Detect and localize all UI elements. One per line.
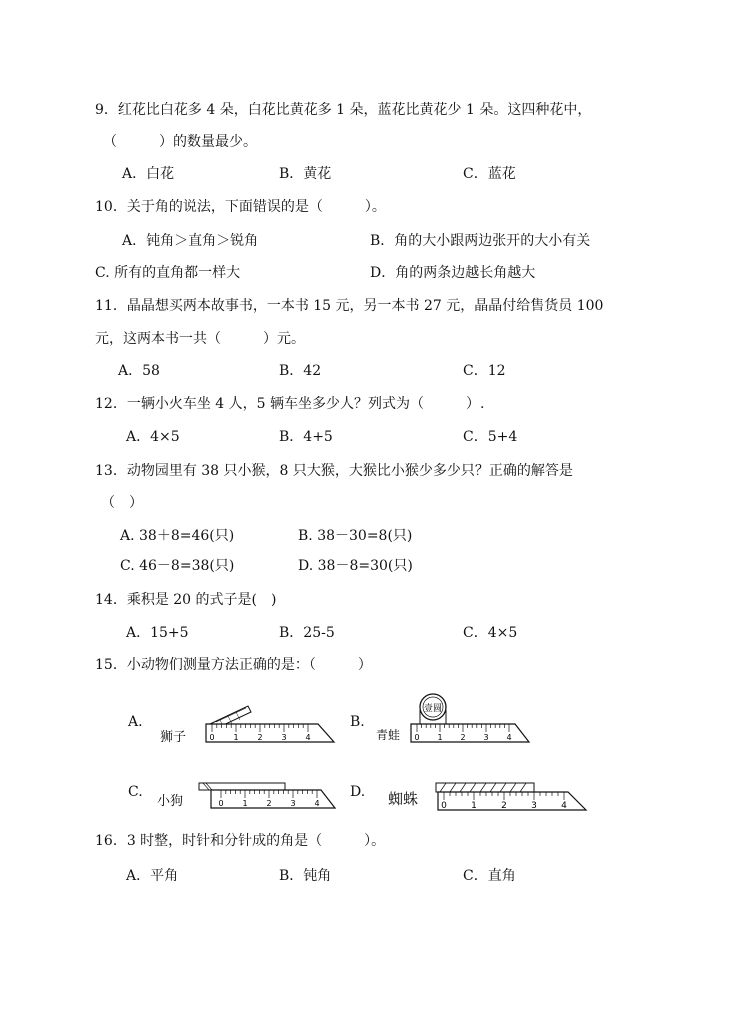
q11-option-b: B．42 — [279, 363, 322, 379]
ruler-c-tick-3: 3 — [290, 799, 296, 808]
q11-line-1: 11．晶晶想买两本故事书，一本书 15 元，另一本书 27 元，晶晶付给售货员 100 — [95, 298, 604, 314]
coin-text: 壹圆 — [423, 704, 443, 714]
ruler-b-tick-1: 1 — [437, 733, 443, 742]
q16-option-b: B．钝角 — [279, 868, 332, 884]
q12-line-1: 12．一辆小火车坐 4 人，5 辆车坐多少人？列式为（ ）. — [95, 396, 485, 412]
q11-option-c: C．12 — [463, 363, 506, 379]
ruler-d-tick-0: 0 — [441, 801, 447, 811]
q13-option-c: C. 46－8=38(只) — [120, 558, 235, 574]
q15-ruler-figure-b — [405, 690, 540, 746]
q15-choice-b-animal: 青蛙 — [376, 728, 401, 742]
q15-line-1: 15．小动物们测量方法正确的是：（ ） — [95, 657, 372, 673]
ruler-a-tick-4: 4 — [305, 733, 311, 742]
ruler-d-tick-2: 2 — [501, 801, 507, 811]
q9-line-2: （ ）的数量最少。 — [103, 134, 257, 150]
q9-option-c: C．蓝花 — [463, 166, 516, 182]
q15-ruler-figure-d — [430, 778, 592, 812]
q10-option-b: B．角的大小跟两边张开的大小有关 — [370, 233, 591, 249]
q13-option-d: D. 38－8=30(只) — [298, 558, 413, 574]
ruler-d-tick-4: 4 — [561, 801, 567, 811]
ruler-a-tick-2: 2 — [257, 733, 263, 742]
q15-choice-b-letter: B. — [350, 714, 365, 730]
q15-choice-a-letter: A. — [128, 714, 143, 730]
q16-option-a: A．平角 — [126, 868, 179, 884]
q11-line-2: 元，这两本书一共（ ）元。 — [95, 331, 305, 347]
q13-line-2: （ ） — [101, 495, 143, 511]
ruler-a-tick-1: 1 — [233, 733, 239, 742]
q15-choice-d-animal: 蜘蛛 — [388, 790, 419, 808]
ruler-b-tick-2: 2 — [460, 733, 466, 742]
ruler-c-tick-0: 0 — [218, 799, 224, 808]
ruler-d-tick-3: 3 — [531, 801, 537, 811]
q10-option-d: D．角的两条边越长角越大 — [370, 265, 536, 281]
ruler-a-tick-3: 3 — [281, 733, 287, 742]
ruler-c-tick-4: 4 — [314, 799, 320, 808]
q15-choice-a-animal: 狮子 — [160, 730, 187, 745]
q14-option-b: B．25-5 — [279, 625, 335, 641]
q13-option-b: B. 38－30=8(只) — [298, 528, 413, 544]
ruler-c-tick-1: 1 — [242, 799, 248, 808]
q15-choice-c-animal: 小狗 — [157, 794, 184, 809]
ruler-b-tick-0: 0 — [414, 733, 420, 742]
q14-option-c: C．4×5 — [463, 625, 518, 641]
q16-line-1: 16．3 时整，时针和分针成的角是（ ）。 — [95, 833, 386, 849]
ruler-c-tick-2: 2 — [266, 799, 272, 808]
q10-line-1: 10．关于角的说法，下面错误的是（ ）。 — [95, 199, 386, 215]
q9-option-b: B．黄花 — [279, 166, 332, 182]
q10-option-c: C. 所有的直角都一样大 — [95, 265, 241, 281]
q16-option-c: C．直角 — [463, 868, 516, 884]
q13-line-1: 13．动物园里有 38 只小猴，8 只大猴，大猴比小猴少多少只？正确的解答是 — [95, 463, 573, 479]
q15-ruler-figure-a — [200, 700, 340, 746]
q12-option-a: A．4×5 — [126, 429, 180, 445]
ruler-b-tick-4: 4 — [506, 733, 512, 742]
q14-option-a: A．15+5 — [126, 625, 189, 641]
ruler-a-tick-0: 0 — [209, 733, 215, 742]
q9-line-1: 9．红花比白花多 4 朵，白花比黄花多 1 朵，蓝花比黄花少 1 朵。这四种花中， — [95, 102, 592, 118]
q15-choice-d-letter: D. — [350, 784, 366, 800]
q13-option-a: A. 38＋8=46(只) — [120, 528, 235, 544]
ruler-d-tick-1: 1 — [471, 801, 477, 811]
ruler-b-tick-3: 3 — [483, 733, 489, 742]
q10-option-a: A．钝角＞直角＞锐角 — [122, 233, 259, 249]
q11-option-a: A．58 — [118, 363, 160, 379]
q12-option-c: C．5+4 — [463, 429, 518, 445]
q9-option-a: A．白花 — [122, 166, 175, 182]
q15-ruler-figure-c — [195, 778, 345, 812]
q15-choice-c-letter: C. — [128, 784, 143, 800]
q14-line-1: 14．乘积是 20 的式子是( ) — [95, 592, 277, 608]
q12-option-b: B．4+5 — [279, 429, 333, 445]
